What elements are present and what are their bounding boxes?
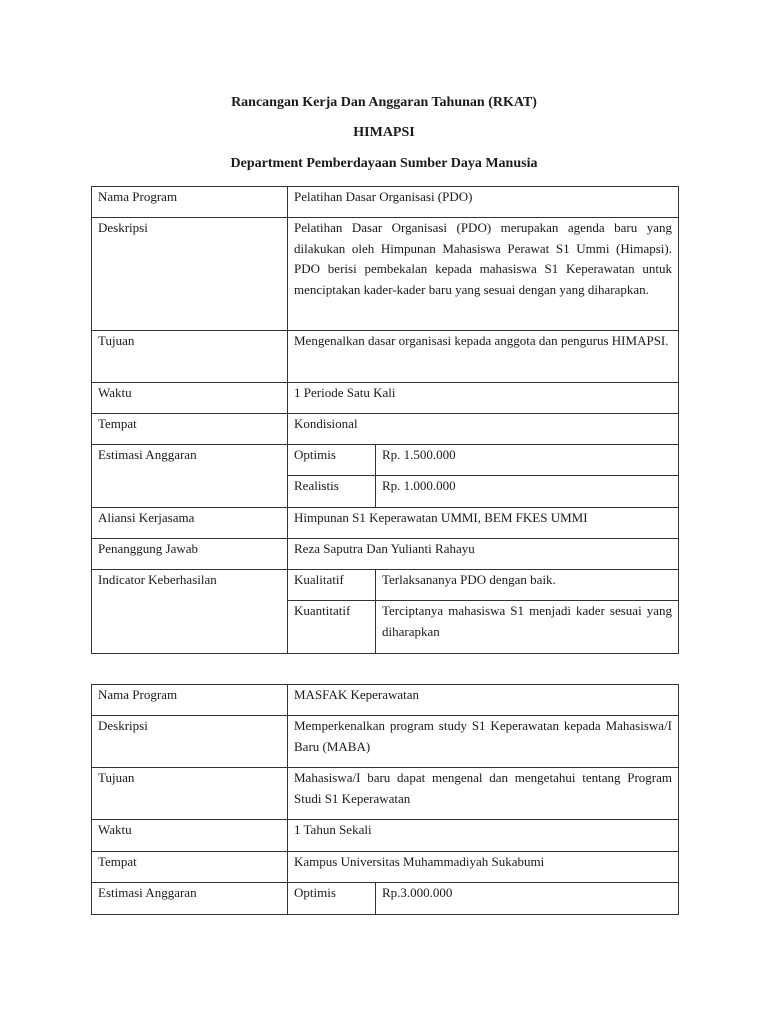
row-value-tempat: Kampus Universitas Muhammadiyah Sukabumi: [288, 852, 679, 883]
row-value-waktu: 1 Tahun Sekali: [288, 820, 679, 852]
document-title: Rancangan Kerja Dan Anggaran Tahunan (RKAT): [231, 95, 537, 110]
sub-label-optimis: Optimis: [288, 883, 376, 915]
sub-value-kuantitatif: Terciptanya mahasiswa S1 menjadi kader sesuai yang diharapkan: [376, 601, 679, 654]
sub-label-kualitatif: Kualitatif: [288, 570, 376, 601]
table-row: [92, 852, 679, 883]
row-label-nama-program: Nama Program: [92, 187, 288, 218]
row-label-tujuan: Tujuan: [92, 768, 288, 820]
row-label-estimasi-anggaran: Estimasi Anggaran: [92, 445, 288, 508]
row-label-tempat: Tempat: [92, 852, 288, 883]
program-table-pdo: [91, 186, 679, 654]
table-row: [92, 820, 679, 852]
row-label-indicator: Indicator Keberhasilan: [92, 570, 288, 654]
row-value-deskripsi: Memperkenalkan program study S1 Keperawatan kepada Mahasiswa/I Baru (MABA): [288, 716, 679, 768]
table-row: [92, 883, 679, 915]
row-label-penanggung-jawab: Penanggung Jawab: [92, 539, 288, 570]
row-label-deskripsi: Deskripsi: [92, 218, 288, 331]
row-value-tujuan: Mahasiswa/I baru dapat mengenal dan mengetahui tentang Program Studi S1 Keperawatan: [288, 768, 679, 820]
table-row: [92, 539, 679, 570]
row-label-deskripsi: Deskripsi: [92, 716, 288, 768]
row-label-waktu: Waktu: [92, 383, 288, 414]
row-label-estimasi-anggaran: Estimasi Anggaran: [92, 883, 288, 915]
table-row: [92, 187, 679, 218]
row-value-penanggung-jawab: Reza Saputra Dan Yulianti Rahayu: [288, 539, 679, 570]
row-label-aliansi: Aliansi Kerjasama: [92, 508, 288, 539]
table-row: [92, 414, 679, 445]
row-value-tujuan: Mengenalkan dasar organisasi kepada anggota dan pengurus HIMAPSI.: [288, 331, 679, 383]
table-row: [92, 331, 679, 383]
table-row: [92, 383, 679, 414]
row-label-nama-program: Nama Program: [92, 685, 288, 716]
sub-value-realistis: Rp. 1.000.000: [376, 476, 679, 508]
department-name: Department Pemberdayaan Sumber Daya Manusia: [230, 156, 538, 171]
row-value-nama-program: MASFAK Keperawatan: [288, 685, 679, 716]
row-label-tujuan: Tujuan: [92, 331, 288, 383]
sub-label-kuantitatif: Kuantitatif: [288, 601, 376, 654]
table-row: [92, 570, 679, 601]
table-row: [92, 685, 679, 716]
sub-value-kualitatif: Terlaksananya PDO dengan baik.: [376, 570, 679, 601]
program-table-masfak: [91, 684, 679, 915]
organization-name: HIMAPSI: [353, 125, 415, 140]
table-row: [92, 508, 679, 539]
table-row: [92, 218, 679, 331]
table-row: [92, 768, 679, 820]
table-row: [92, 445, 679, 476]
row-label-tempat: Tempat: [92, 414, 288, 445]
row-value-deskripsi: Pelatihan Dasar Organisasi (PDO) merupakan agenda baru yang dilakukan oleh Himpunan Mahasiswa Perawat S1 Ummi (Himapsi). PDO berisi pembekalan kepada mahasiswa S1 Keperawatan untuk menciptakan kader-kader baru yang sesuai dengan yang diharapkan.: [288, 218, 679, 331]
sub-label-optimis: Optimis: [288, 445, 376, 476]
row-label-waktu: Waktu: [92, 820, 288, 852]
row-value-nama-program: Pelatihan Dasar Organisasi (PDO): [288, 187, 679, 218]
sub-value-optimis: Rp. 1.500.000: [376, 445, 679, 476]
row-value-waktu: 1 Periode Satu Kali: [288, 383, 679, 414]
sub-label-realistis: Realistis: [288, 476, 376, 508]
row-value-tempat: Kondisional: [288, 414, 679, 445]
sub-value-optimis: Rp.3.000.000: [376, 883, 679, 915]
table-row: [92, 716, 679, 768]
row-value-aliansi: Himpunan S1 Keperawatan UMMI, BEM FKES UMMI: [288, 508, 679, 539]
